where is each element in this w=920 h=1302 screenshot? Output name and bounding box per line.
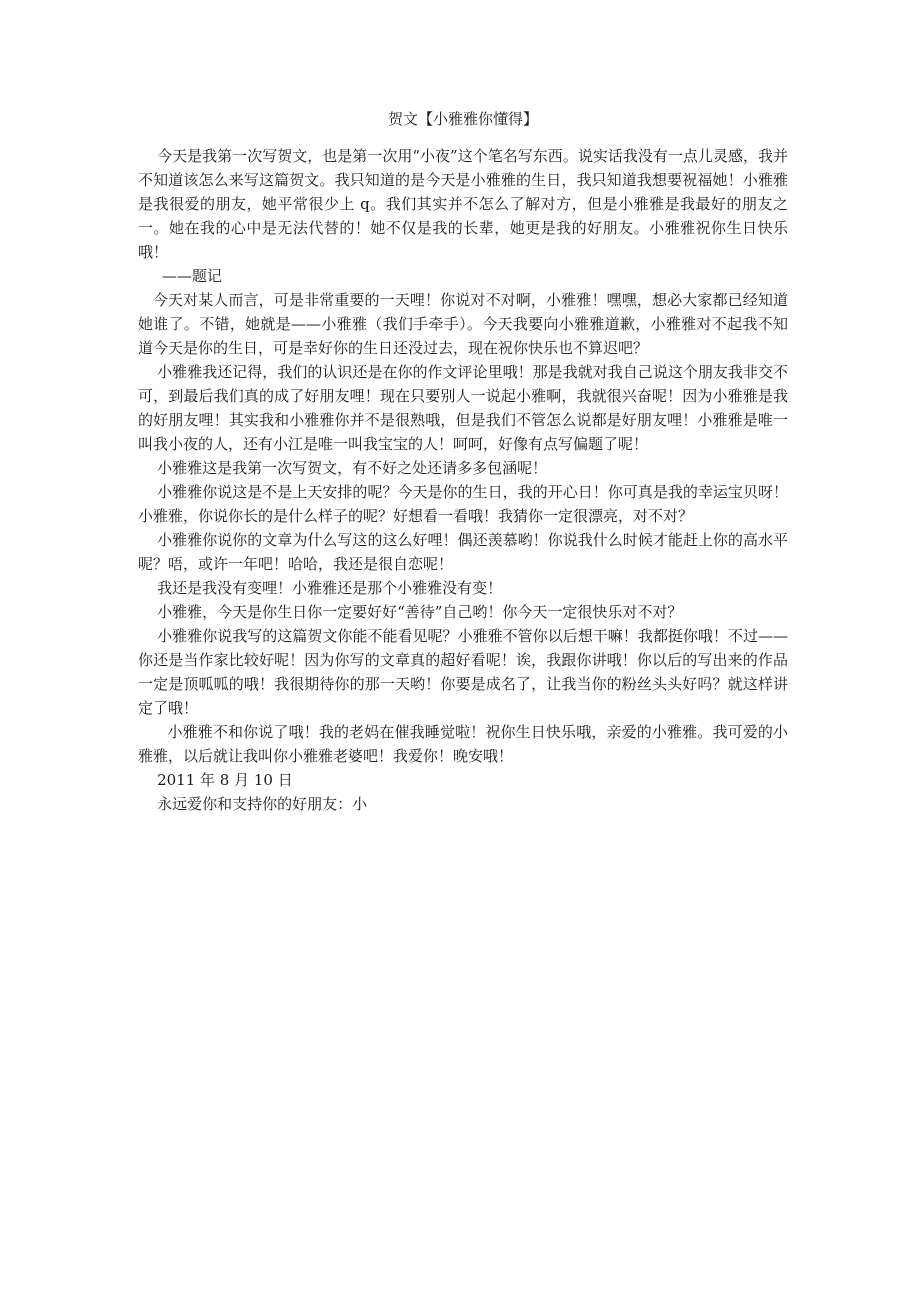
paragraph: 我还是我没有变哩！小雅雅还是那个小雅雅没有变！ — [138, 579, 503, 597]
document-page — [138, 108, 788, 816]
paragraph: 今天对某人而言，可是非常重要的一天哩！你说对不对啊，小雅雅！嘿嘿，想必大家都已经知道她谁了。不错，她就是——小雅雅（我们手牵手）。今天我要向小雅雅道歉，小雅雅对不起我不知道今天是你的生日，可是幸好你的生日还没过去，现在祝你快乐也不算迟吧？ — [138, 291, 788, 357]
paragraph: 今天是我第一次写贺文，也是第一次用“小夜”这个笔名写东西。说实话我没有一点儿灵感，我并不知道该怎么来写这篇贺文。我只知道的是今天是小雅雅的生日，我只知道我想要祝福她！小雅雅是我很爱的朋友，她平常很少上 q。我们其实并不怎么了解对方，但是小雅雅是我最好的朋友之一。她在我的心中是无法代替的！她不仅是我的长辈，她更是我的好朋友。小雅雅祝你生日快乐哦！ — [138, 147, 788, 261]
paragraph: 小雅雅不和你说了哦！我的老妈在催我睡觉啦！祝你生日快乐哦，亲爱的小雅雅。我可爱的小雅雅，以后就让我叫你小雅雅老婆吧！我爱你！晚安哦！ — [138, 723, 789, 765]
paragraph: 小雅雅，今天是你生日你一定要好好“善待”自己哟！你今天一定很快乐对不对？ — [138, 603, 683, 621]
paragraph: 小雅雅这是我第一次写贺文，有不好之处还请多多包涵呢！ — [138, 459, 548, 477]
paragraph: 小雅雅你说这是不是上天安排的呢？今天是你的生日，我的开心日！你可真是我的幸运宝贝呀！小雅雅，你说你长的是什么样子的呢？好想看一看哦！我猜你一定很漂亮，对不对？ — [138, 483, 788, 525]
date-line: 2011 年 8 月 10 日 — [138, 771, 293, 789]
signature-line: 永远爱你和支持你的好朋友：小 — [138, 795, 368, 813]
paragraph: 小雅雅我还记得，我们的认识还是在你的作文评论里哦！那是我就对我自己说这个朋友我非交不可，到最后我们真的成了好朋友哩！现在只要别人一说起小雅啊，我就很兴奋呢！因为小雅雅是我的好朋友哩！其实我和小雅雅你并不是很熟哦，但是我们不管怎么说都是好朋友哩！小雅雅是唯一叫我小夜的人，还有小江是唯一叫我宝宝的人！呵呵，好像有点写偏题了呢！ — [138, 363, 788, 453]
paragraph: 小雅雅你说你的文章为什么写这的这么好哩！偶还羡慕哟！你说我什么时候才能赶上你的高水平呢？唔，或许一年吧！哈哈，我还是很自恋呢！ — [138, 531, 788, 573]
paragraph: 小雅雅你说我写的这篇贺文你能不能看见呢？小雅雅不管你以后想干嘛！我都挺你哦！不过——你还是当作家比较好呢！因为你写的文章真的超好看呢！诶，我跟你讲哦！你以后的写出来的作品一定是顶呱呱的哦！我很期待你的那一天哟！你要是成名了，让我当你的粉丝头头好吗？就这样讲定了哦！ — [138, 627, 788, 717]
document-title: 贺文【小雅雅你懂得】 — [387, 110, 538, 128]
epigraph-note: ——题记 — [138, 267, 222, 285]
